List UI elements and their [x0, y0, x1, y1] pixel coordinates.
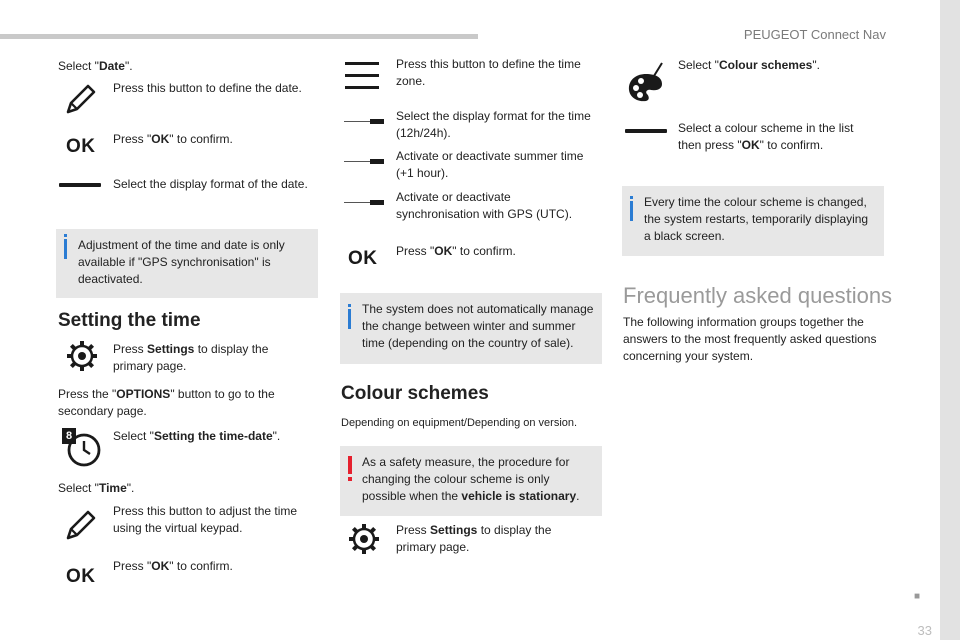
page-edge-strip	[940, 0, 960, 640]
info-icon	[348, 309, 351, 329]
warning-note: As a safety measure, the procedure for changing the colour scheme is only possible when the vehicle is stationary.	[340, 446, 602, 516]
select-time-text: Select "Time".	[58, 481, 135, 495]
selection-bar-icon	[625, 129, 667, 133]
number-badge: 8	[62, 428, 76, 444]
define-date-text: Press this button to define the date.	[113, 81, 302, 95]
page-number: 33	[917, 623, 932, 638]
format-time-text: Select the display format for the time (12h/24h).	[396, 109, 591, 140]
clock-settings-icon	[62, 428, 102, 468]
info-icon	[64, 239, 67, 259]
faq-intro-text: The following information groups together the answers to the most frequently asked questions concerning your system.	[623, 315, 877, 363]
heading-faq: Frequently asked questions	[623, 283, 893, 308]
ok-icon: OK	[66, 566, 96, 587]
ok-icon: OK	[66, 136, 96, 157]
heading-colour-schemes: Colour schemes	[341, 383, 489, 404]
select-date-text: Select "Date".	[58, 59, 133, 73]
toggle-slider-icon	[344, 117, 384, 125]
press-settings-text: Press Settings to display the primary page.	[113, 342, 269, 373]
palette-icon	[626, 60, 666, 104]
display-format-date-text: Select the display format of the date.	[113, 177, 308, 191]
running-header: PEUGEOT Connect Nav	[743, 27, 886, 42]
depending-text: Depending on equipment/Depending on version.	[341, 417, 578, 429]
pencil-icon	[62, 508, 98, 544]
options-button-text: Press the "OPTIONS" button to go to the secondary page.	[58, 387, 275, 418]
toggle-slider-icon	[344, 198, 384, 206]
info-icon	[630, 201, 633, 221]
ok-confirm-text: Press "OK" to confirm.	[113, 132, 233, 146]
ok-confirm-text: Press "OK" to confirm.	[113, 559, 233, 573]
ok-confirm-text: Press "OK" to confirm.	[396, 244, 516, 258]
press-settings-text: Press Settings to display the primary page.	[396, 523, 552, 554]
select-colour-schemes-text: Select "Colour schemes".	[678, 58, 820, 72]
info-note-restart: Every time the colour scheme is changed, the system restarts, temporarily displaying a black screen.	[622, 186, 884, 256]
gps-sync-text: Activate or deactivate synchronisation with GPS (UTC).	[396, 190, 573, 221]
define-time-zone-text: Press this button to define the time zone.	[396, 57, 581, 88]
header-rule	[0, 34, 478, 39]
ok-icon: OK	[348, 248, 378, 269]
info-note-gps: Adjustment of the time and date is only available if "GPS synchronisation" is deactivated.	[56, 229, 318, 298]
heading-setting-time: Setting the time	[58, 310, 201, 331]
select-time-date-text: Select "Setting the time-date".	[113, 429, 281, 443]
gear-icon	[66, 340, 98, 372]
menu-icon	[345, 62, 379, 98]
pencil-icon	[62, 82, 98, 118]
toggle-slider-icon	[344, 157, 384, 165]
info-note-summer: The system does not automatically manage the change between winter and summer time (depending on the country of sale).	[340, 293, 602, 364]
summer-time-text: Activate or deactivate summer time (+1 hour).	[396, 149, 584, 180]
page-marker: ■	[913, 591, 920, 602]
select-scheme-text: Select a colour scheme in the list then press "OK" to confirm.	[678, 121, 854, 152]
gear-icon	[348, 523, 380, 555]
selection-bar-icon	[59, 183, 101, 187]
adjust-time-text: Press this button to adjust the time using the virtual keypad.	[113, 504, 298, 535]
warning-icon	[348, 456, 352, 474]
